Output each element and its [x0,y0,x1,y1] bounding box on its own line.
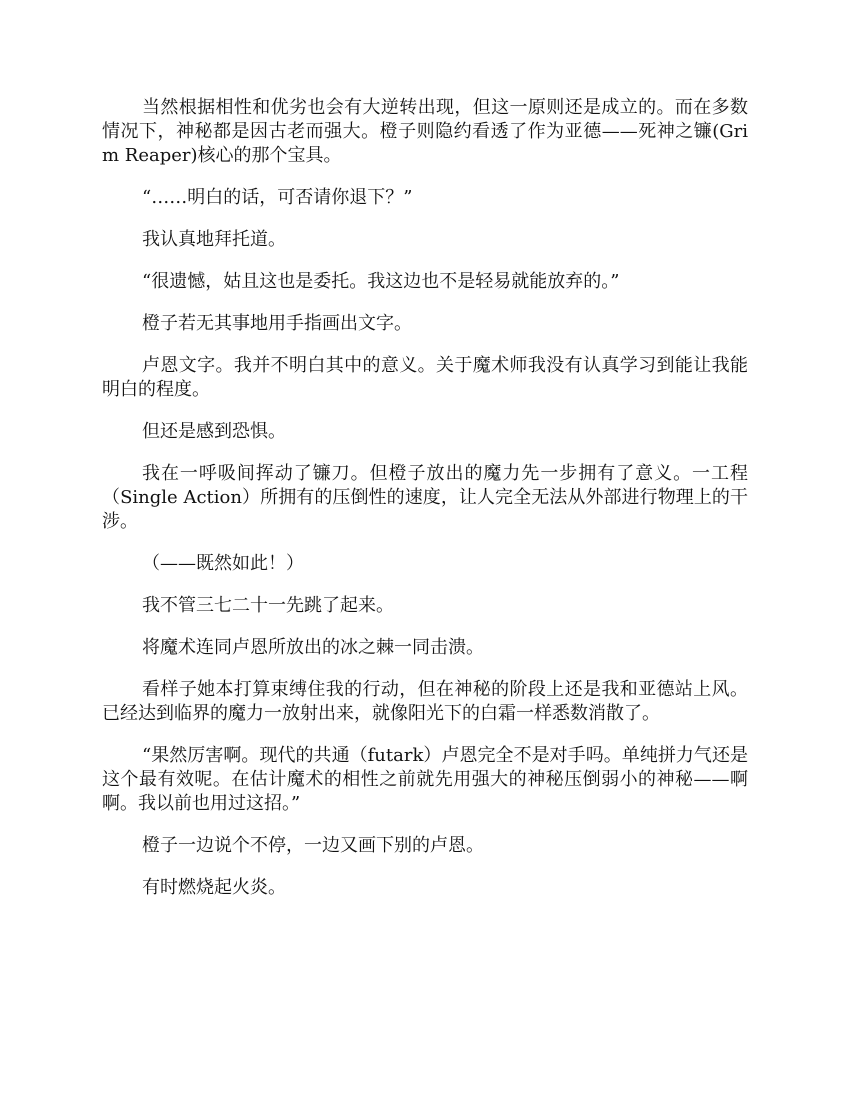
paragraph: “很遗憾，姑且这也是委托。我这边也不是轻易就能放弃的。” [142,271,620,292]
paragraph: 看样子她本打算束缚住我的行动，但在神秘的阶段上还是我和亚德站上风。已经达到临界的魔力一放射出来，就像阳光下的白霜一样悉数消散了。 [102,679,748,724]
paragraph: 橙子一边说个不停，一边又画下别的卢恩。 [142,835,484,856]
paragraph: 橙子若无其事地用手指画出文字。 [142,313,412,334]
paragraph: “果然厉害啊。现代的共通（futark）卢恩完全不是对手吗。单纯拼力气还是这个最有效呢。在估计魔术的相性之前就先用强大的神秘压倒弱小的神秘——啊啊。我以前也用过这招。” [102,745,748,814]
paragraph: 将魔术连同卢恩所放出的冰之棘一同击溃。 [142,637,484,658]
paragraph: 卢恩文字。我并不明白其中的意义。关于魔术师我没有认真学习到能让我能明白的程度。 [102,355,748,400]
paragraph: 但还是感到恐惧。 [142,421,286,442]
paragraph: 我认真地拜托道。 [142,229,286,250]
paragraph: 我不管三七二十一先跳了起来。 [142,595,394,616]
paragraph: “……明白的话，可否请你退下？” [142,187,413,208]
paragraph: （——既然如此！） [142,553,304,574]
paragraph: 我在一呼吸间挥动了镰刀。但橙子放出的魔力先一步拥有了意义。一工程（Single Action）所拥有的压倒性的速度，让人完全无法从外部进行物理上的干涉。 [102,463,748,532]
paragraph: 当然根据相性和优劣也会有大逆转出现，但这一原则还是成立的。而在多数情况下，神秘都是因古老而强大。橙子则隐约看透了作为亚德——死神之镰(Grim Reaper)核心的那个宝具。 [102,97,748,166]
document-body [102,96,748,900]
paragraph: 有时燃烧起火炎。 [142,877,286,898]
